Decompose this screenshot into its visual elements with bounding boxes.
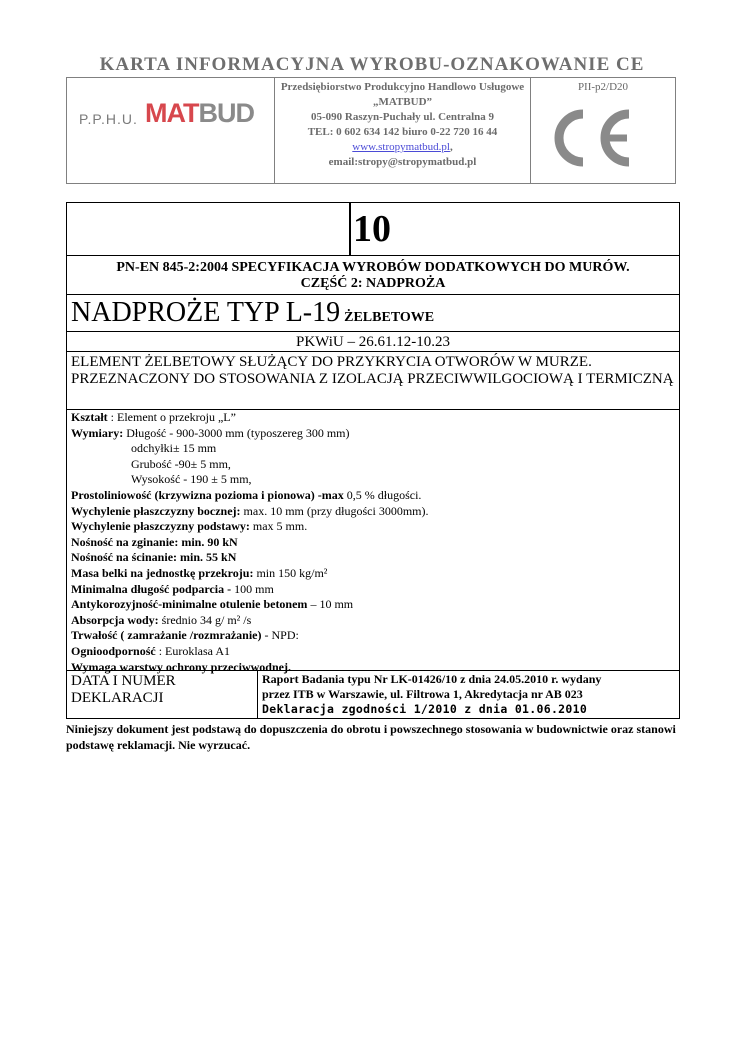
ce-cell — [531, 78, 675, 183]
spec-shape: Kształt : Element o przekroju „L” — [71, 410, 236, 424]
product-description: ELEMENT ŻELBETOWY SŁUŻĄCY DO PRZYKRYCIA OTWORÓW W MURZE. PRZEZNACZONY DO STOSOWANIA Z IZOLACJĄ PRZECIWWILGOCIOWĄ I TERMICZNĄ — [67, 352, 679, 410]
standard-line1: PN-EN 845-2:2004 SPECYFIKACJA WYROBÓW DODATKOWYCH DO MURÓW. — [116, 260, 630, 275]
spec-shear: Nośność na ścinanie: min. 55 kN — [71, 550, 237, 565]
ce-mark-icon — [543, 108, 637, 168]
spec-corrosion: Antykorozyjność-minimalne otulenie betonem – 10 mm — [71, 597, 354, 612]
spec-absorption: Absorpcja wody: średnio 34 g/ m² /s — [71, 612, 252, 627]
spec-list — [67, 410, 679, 674]
spec-tolerance: odchyłki± 15 mm — [131, 441, 217, 456]
declaration-label: DATA I NUMER DEKLARACJI — [67, 671, 258, 718]
logo-cell — [67, 78, 275, 183]
standard-row — [67, 256, 679, 295]
company-line2: „MATBUD” — [372, 96, 433, 108]
declaration-value — [258, 671, 679, 717]
doc-code: PII-p2/D20 — [577, 81, 629, 93]
company-phone: TEL: 0 602 634 142 biuro 0-22 720 16 44 — [307, 126, 498, 138]
product-name-row — [67, 295, 679, 332]
company-line1: Przedsiębiorstwo Produkcyjno Handlowo Usługowe — [280, 81, 525, 93]
product-name: NADPROŻE TYP L-19 — [71, 297, 341, 328]
declaration-row — [67, 671, 679, 718]
declaration-line1: Raport Badania typu Nr LK-01426/10 z dnia 24.05.2010 r. wydany — [262, 672, 602, 686]
declaration-line2: przez ITB w Warszawie, ul. Filtrowa 1, Akredytacja nr AB 023 — [262, 687, 583, 701]
company-info: Przedsiębiorstwo Produkcyjno Handlowo Usługowe „MATBUD” 05-090 Raszyn-Puchały ul. Centralna 9 TEL: 0 602 634 142 biuro 0-22 720 16 44 www.stropymatbud.pl, email:stropy@stropymatbud.pl — [275, 78, 531, 183]
spec-fire: Ognioodporność : Euroklasa A1 — [71, 643, 231, 658]
company-email: email:stropy@stropymatbud.pl — [328, 156, 477, 168]
product-card — [66, 202, 680, 719]
spec-side-deviation: Wychylenie płaszczyzny bocznej: max. 10 mm (przy długości 3000mm). — [71, 503, 429, 518]
logo-prefix: P.P.H.U. — [79, 111, 138, 127]
declaration-line3: Deklaracja zgodności 1/2010 z dnia 01.06.2010 — [262, 702, 588, 716]
card-number-row — [67, 203, 679, 256]
spec-straightness: Prostoliniowość (krzywizna pozioma i pionowa) -max 0,5 % długości. — [71, 487, 422, 502]
company-header — [66, 77, 676, 184]
company-address: 05-090 Raszyn-Puchały ul. Centralna 9 — [310, 111, 495, 123]
standard-line2: CZĘŚĆ 2: NADPROŻA — [300, 276, 446, 291]
card-number: 10 — [349, 203, 391, 255]
spec-support: Minimalna długość podparcia - 100 mm — [71, 581, 274, 596]
product-suffix: ŻELBETOWE — [344, 310, 435, 325]
pkwiu-code: PKWiU – 26.61.12-10.23 — [67, 332, 679, 352]
logo-mat-text: MAT — [145, 98, 199, 128]
spec-bending: Nośność na zginanie: min. 90 kN — [71, 534, 238, 549]
spec-base-deviation: Wychylenie płaszczyzny podstawy: max 5 mm. — [71, 519, 308, 534]
spec-height: Wysokość - 190 ± 5 mm, — [131, 472, 252, 487]
spec-thickness: Grubość -90± 5 mm, — [131, 456, 231, 471]
logo-bud-text: BUD — [198, 98, 254, 128]
website-link[interactable]: www.stropymatbud.pl — [352, 141, 450, 153]
spec-dimensions: Wymiary: Długość - 900-3000 mm (typoszereg 300 mm) — [71, 425, 350, 440]
company-logo — [145, 98, 254, 129]
document-title: KARTA INFORMACYJNA WYROBU-OZNAKOWANIE CE — [99, 54, 645, 75]
spec-durability: Trwałość ( zamrażanie /rozmrażanie) - NPD: — [71, 628, 299, 643]
footer-note: Niniejszy dokument jest podstawą do dopuszczenia do obrotu i powszechnego stosowania w budownictwie oraz stanowi podstawę reklamacji. Nie wyrzucać. — [66, 722, 676, 752]
spec-mass: Masa belki na jednostkę przekroju: min 150 kg/m² — [71, 565, 328, 580]
spec-requirement: Wymaga warstwy ochrony przeciwwodnej. — [71, 659, 291, 674]
